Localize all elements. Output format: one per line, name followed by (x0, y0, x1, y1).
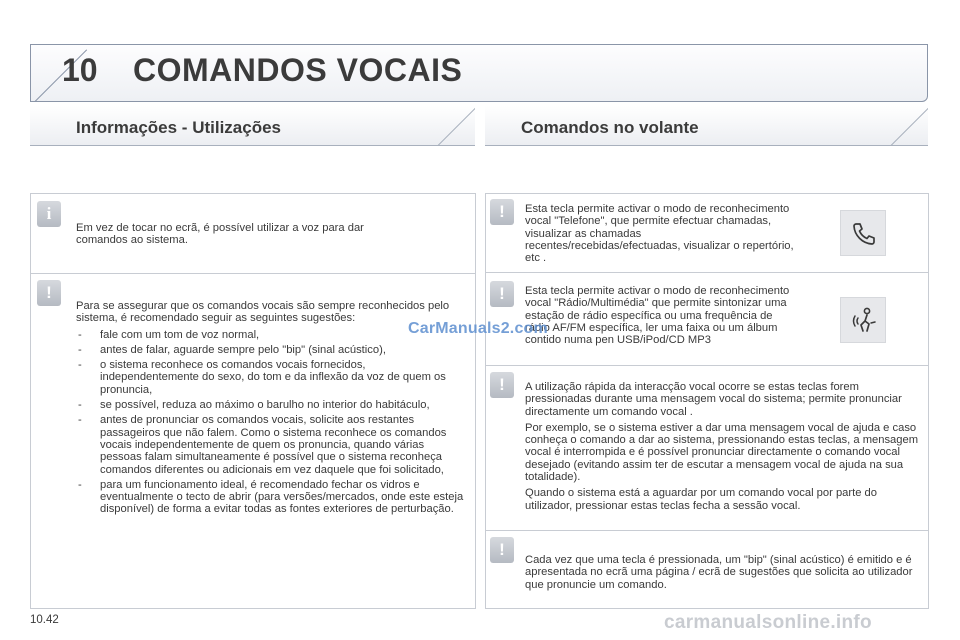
phone-key-text: Esta tecla permite activar o modo de reconhecimento vocal "Telefone", que permite efectuar chamadas, visualizar as chamadas recentes/recebidas/efectuadas, visualizar o repertório, etc . (525, 203, 794, 265)
voice-command-icon (849, 306, 879, 336)
warning-icon: ! (37, 280, 61, 306)
right-divider-2 (486, 365, 928, 366)
list-item: - se possível, reduza ao máximo o barulho no interior do habitáculo, (76, 399, 466, 411)
warning-icon: ! (490, 281, 514, 307)
warning-icon: ! (490, 537, 514, 563)
section-title-info: Informações - Utilizações (76, 118, 282, 137)
warning-intro: Para se assegurar que os comandos vocais são sempre reconhecidos pelo sistema, é recomendado seguir as seguintes sugestões: (76, 300, 450, 325)
quick-use-paragraph: Por exemplo, se o sistema estiver a dar uma mensagem vocal de ajuda e caso conheça o comando a dar ao sistema, pressionando estas teclas, a mensagem vocal é interrompida e é possível pronunciar directamente o comando vocal desejado (evitando assim ter de escutar a mensagem vocal de ajuda na sua totalidade). (525, 421, 919, 484)
warning-icon: ! (490, 372, 514, 398)
phone-icon (849, 219, 879, 249)
page-number: 10.42 (30, 614, 59, 626)
quick-use-paragraph: A utilização rápida da interacção vocal ocorre se estas teclas forem pressionadas durante uma mensagem vocal do sistema; permite pronunciar directamente um comando vocal . (525, 381, 902, 418)
list-item: - para um funcionamento ideal, é recomendado fechar os vidros e eventualmente o tecto de abrir (para versões/mercados, onde este esteja disponível) de forma a evitar todas as fontes exteriores de perturbação. (76, 479, 466, 516)
beep-text: Cada vez que uma tecla é pressionada, um "bip" (sinal acústico) é emitido e é apresentada no ecrã uma página / ecrã de sugestões que solicita ao utilizador que pronuncie um comando. (525, 554, 913, 591)
phone-key (840, 210, 886, 256)
chapter-number: 10 (62, 52, 98, 88)
list-item: - antes de pronunciar os comandos vocais, solicite aos restantes passageiros que não falem. Como o sistema reconhece os comandos vocais independentemente de quem os pronuncia, quando várias pessoas falam simultaneamente é possível que o sistema reconheça comandos diferentes ou adicionais em vez daquele que foi solicitado, (76, 414, 466, 475)
left-divider (31, 273, 475, 274)
voice-key-text: Esta tecla permite activar o modo de reconhecimento vocal "Rádio/Multimédia" que permite sintonizar uma estação de rádio específica ou uma frequência de rádio AF/FM específica, ler uma faixa ou um álbum contido numa pen USB/iPod/CD MP3 (525, 285, 790, 347)
warning-list (76, 329, 466, 516)
right-divider-3 (486, 530, 928, 531)
warning-icon: ! (490, 199, 514, 225)
quick-use-paragraph: Quando o sistema está a aguardar por um comando vocal por parte do utilizador, pressionar estas teclas fecha a sessão vocal. (525, 487, 877, 512)
list-item: - antes de falar, aguarde sempre pelo "bip" (sinal acústico), (76, 344, 466, 356)
list-item: - fale com um tom de voz normal, (76, 329, 466, 341)
right-divider-1 (486, 272, 928, 273)
quick-use-block (525, 381, 920, 516)
watermark: CarManuals2.com (408, 320, 548, 337)
chapter-title: COMANDOS VOCAIS (133, 52, 463, 88)
info-icon: i (37, 201, 61, 227)
section-title-steering: Comandos no volante (521, 118, 699, 137)
info-text: Em vez de tocar no ecrã, é possível utilizar a voz para dar comandos ao sistema. (76, 222, 364, 247)
list-item: - o sistema reconhece os comandos vocais fornecidos, independentemente do sexo, do tom e da inflexão da voz de quem os pronuncia, (76, 359, 466, 396)
footer-watermark: carmanualsonline.info (664, 612, 872, 633)
voice-command-key (840, 297, 886, 343)
